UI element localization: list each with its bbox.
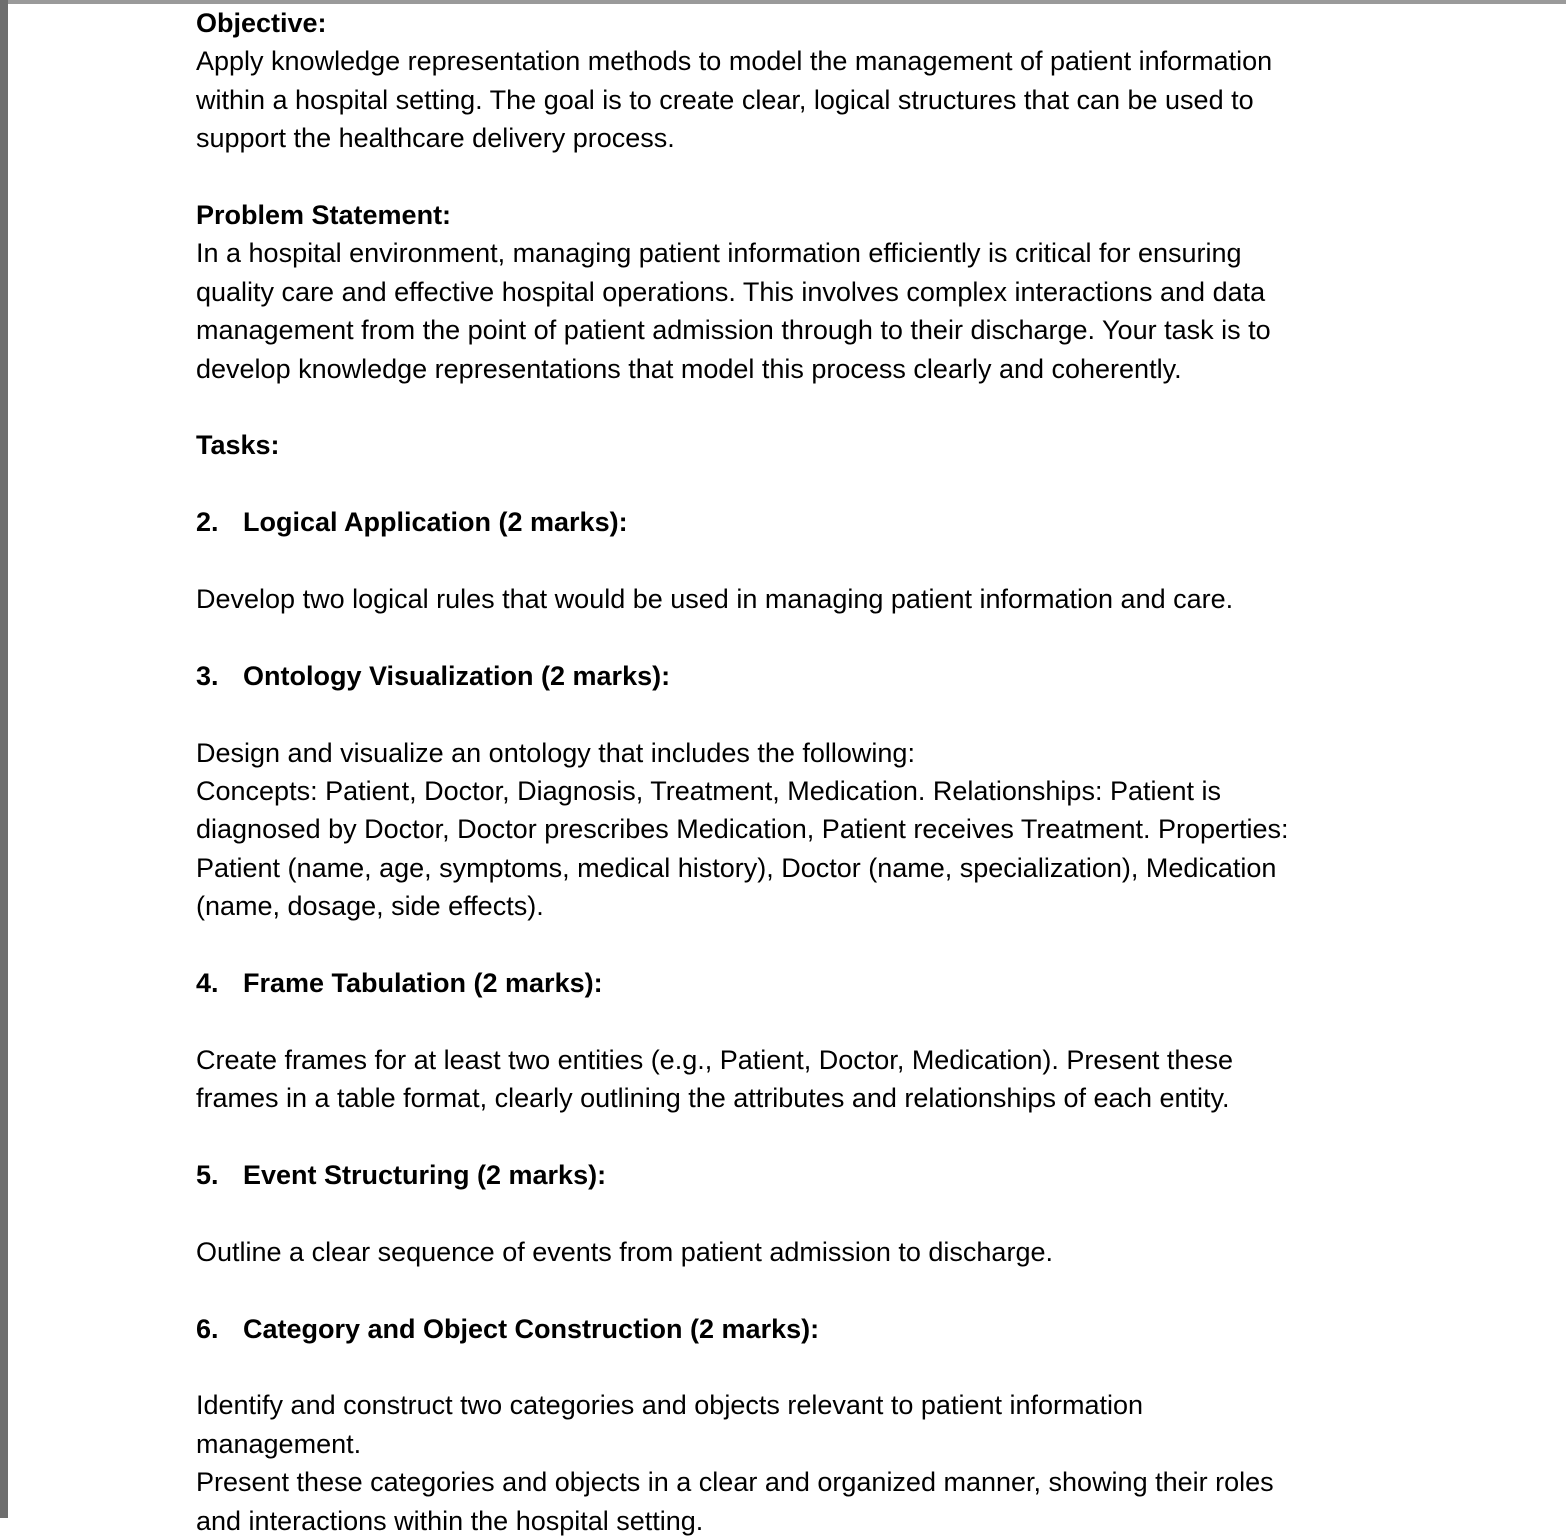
task-line: Patient (name, age, symptoms, medical history), Doctor (name, specialization), Medication bbox=[196, 852, 1277, 883]
objective-line: Apply knowledge representation methods to model the management of patient information bbox=[196, 46, 1273, 77]
task-number: 3. bbox=[196, 660, 219, 691]
problem-line: management from the point of patient admission through to their discharge. Your task is to bbox=[196, 315, 1271, 346]
task-line: frames in a table format, clearly outlining the attributes and relationships of each entity. bbox=[196, 1083, 1230, 1114]
task-line: Concepts: Patient, Doctor, Diagnosis, Treatment, Medication. Relationships: Patient is bbox=[196, 776, 1222, 807]
task-line: Present these categories and objects in a clear and organized manner, showing their roles bbox=[196, 1467, 1274, 1498]
problem-line: develop knowledge representations that model this process clearly and coherently. bbox=[196, 353, 1182, 384]
task-line: diagnosed by Doctor, Doctor prescribes Medication, Patient receives Treatment. Properties: bbox=[196, 814, 1289, 845]
problem-statement-heading: Problem Statement: bbox=[196, 200, 452, 231]
task-heading bbox=[196, 657, 1396, 695]
problem-line: quality care and effective hospital operations. This involves complex interactions and data bbox=[196, 276, 1266, 307]
objective-heading: Objective: bbox=[196, 8, 327, 38]
task-line: and interactions within the hospital setting. bbox=[196, 1505, 704, 1536]
task-number: 6. bbox=[196, 1313, 219, 1344]
document-content bbox=[196, 4, 1396, 1540]
objective-line: support the healthcare delivery process. bbox=[196, 123, 675, 154]
task-line: Identify and construct two categories and objects relevant to patient information bbox=[196, 1390, 1144, 1421]
task-line: Outline a clear sequence of events from patient admission to discharge. bbox=[196, 1236, 1053, 1267]
objective-line: within a hospital setting. The goal is to create clear, logical structures that can be used to bbox=[196, 84, 1254, 115]
task-title: Category and Object Construction (2 marks): bbox=[243, 1313, 820, 1344]
task-title: Event Structuring (2 marks): bbox=[243, 1160, 607, 1191]
task-heading bbox=[196, 964, 1396, 1002]
task-title: Logical Application (2 marks): bbox=[243, 507, 628, 538]
task-heading bbox=[196, 503, 1396, 541]
problem-line: In a hospital environment, managing patient information efficiently is critical for ensuring bbox=[196, 238, 1242, 269]
task-line: management. bbox=[196, 1428, 362, 1459]
window-left-border bbox=[0, 0, 8, 1518]
task-heading bbox=[196, 1310, 1396, 1348]
task-title: Frame Tabulation (2 marks): bbox=[243, 968, 603, 999]
task-line: Develop two logical rules that would be used in managing patient information and care. bbox=[196, 584, 1234, 615]
task-line: Create frames for at least two entities (e.g., Patient, Doctor, Medication). Present these bbox=[196, 1044, 1233, 1075]
task-number: 5. bbox=[196, 1160, 219, 1191]
task-title: Ontology Visualization (2 marks): bbox=[243, 660, 671, 691]
task-line: (name, dosage, side effects). bbox=[196, 891, 544, 922]
task-number: 4. bbox=[196, 968, 219, 999]
task-line: Design and visualize an ontology that includes the following: bbox=[196, 737, 915, 768]
task-heading bbox=[196, 1156, 1396, 1194]
tasks-heading: Tasks: bbox=[196, 430, 280, 461]
document-page bbox=[8, 4, 1566, 1536]
task-number: 2. bbox=[196, 507, 219, 538]
